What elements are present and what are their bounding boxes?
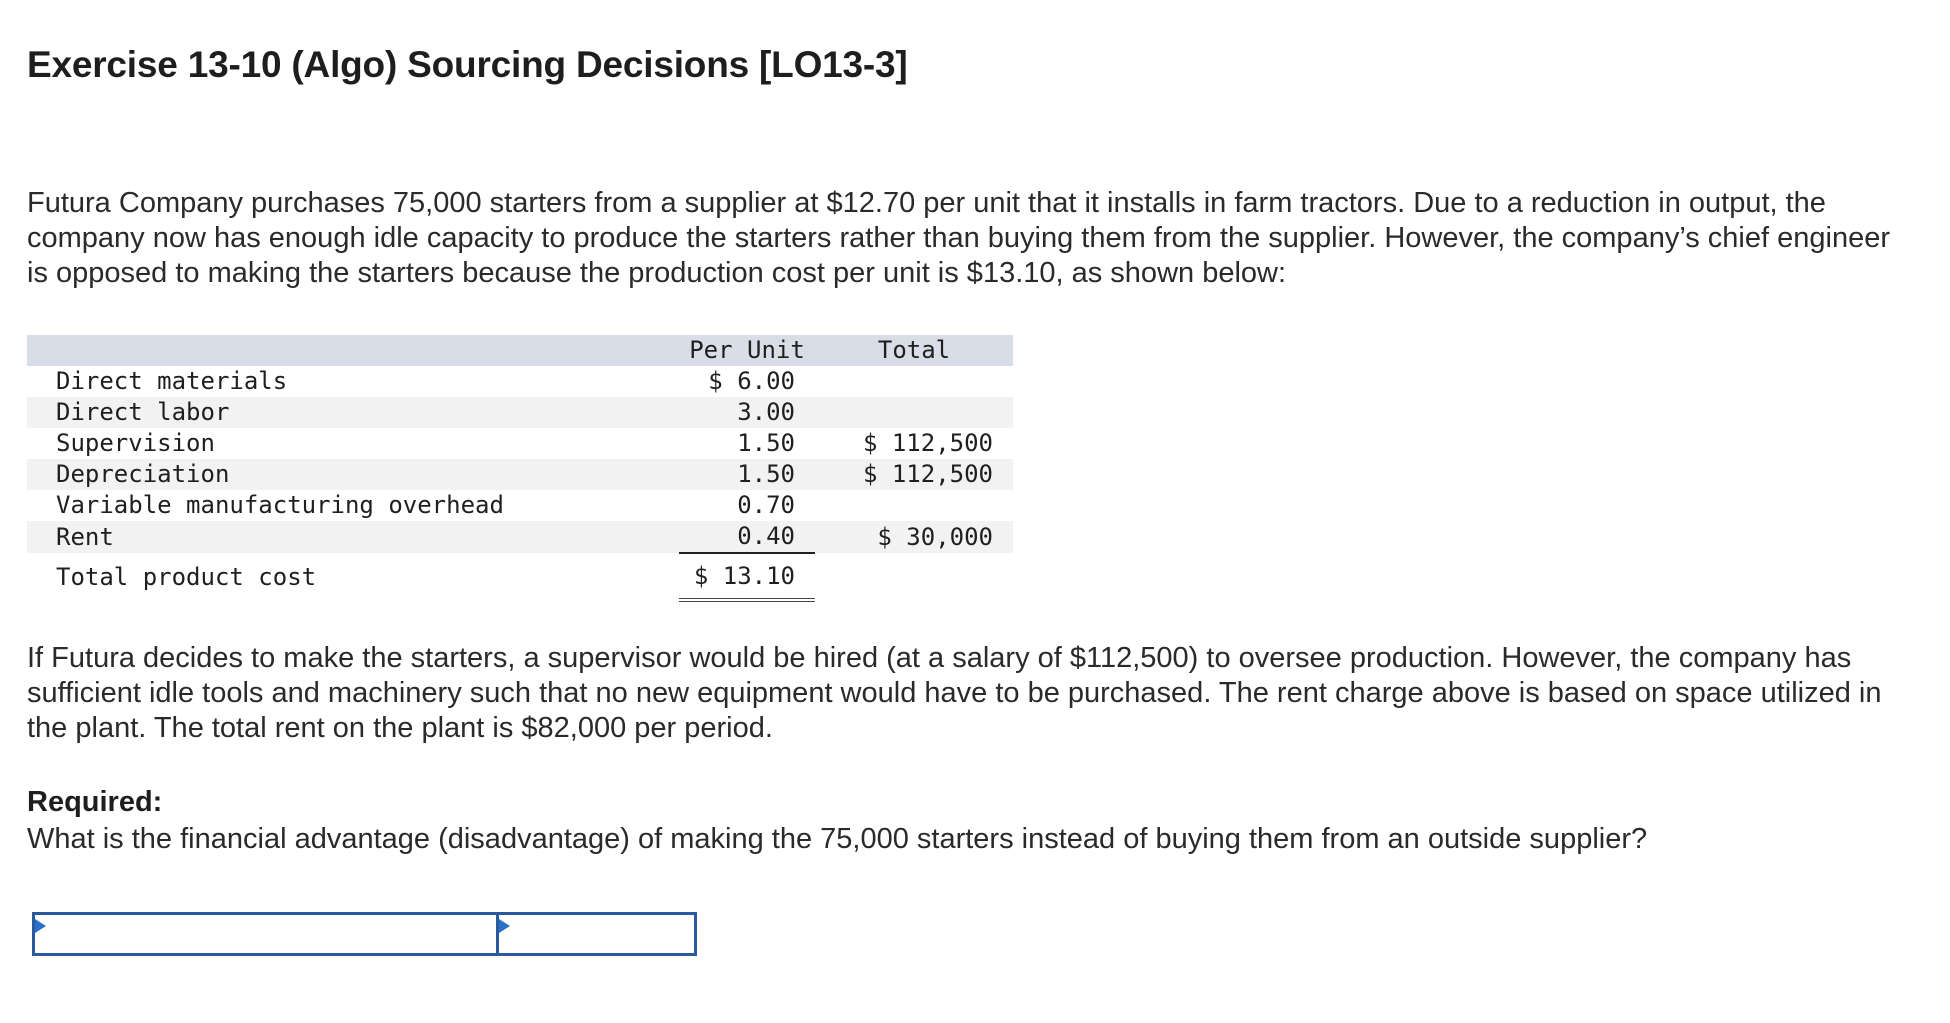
cost-table-header xyxy=(27,335,1013,366)
row-label: Depreciation xyxy=(56,460,230,488)
answer-amount-cell[interactable] xyxy=(499,915,694,953)
total-amount xyxy=(815,553,1013,600)
table-row xyxy=(27,490,1013,521)
required-label: Required: xyxy=(27,786,163,818)
table-row xyxy=(27,397,1013,428)
cost-table xyxy=(27,335,1013,602)
followup-paragraph: If Futura decides to make the starters, a supervisor would be hired (at a salary of $112,500) to oversee production. However, the company has sufficient idle tools and machinery such that no new equipment would have to be purchased. The rent charge above is based on space utilized in the plant. The total rent on the plant is $82,000 per period. xyxy=(27,642,1882,744)
row-total: $ 112,500 xyxy=(862,460,993,488)
input-marker-icon xyxy=(499,919,510,933)
answer-label-input[interactable] xyxy=(47,915,484,953)
row-label: Supervision xyxy=(56,429,215,457)
row-per-unit: $ 6.00 xyxy=(708,367,795,395)
row-per-unit: 3.00 xyxy=(737,398,795,426)
table-row xyxy=(27,459,1013,490)
row-total: $ 30,000 xyxy=(877,522,993,551)
answer-amount-input[interactable] xyxy=(511,915,682,953)
row-label: Rent xyxy=(56,522,114,551)
row-total xyxy=(815,490,1013,521)
header-per-unit: Per Unit xyxy=(689,336,805,364)
row-total xyxy=(815,366,1013,397)
header-label xyxy=(27,335,679,366)
row-per-unit: 1.50 xyxy=(737,460,795,488)
table-row xyxy=(27,428,1013,459)
question-text: What is the financial advantage (disadvantage) of making the 75,000 starters instead of buying them from an outside supplier? xyxy=(27,823,1648,855)
total-per-unit: $ 13.10 xyxy=(679,553,815,600)
row-label: Variable manufacturing overhead xyxy=(56,491,504,519)
table-row xyxy=(27,366,1013,397)
row-per-unit: 0.40 xyxy=(679,521,815,553)
answer-label-cell[interactable] xyxy=(35,915,499,953)
total-label: Total product cost xyxy=(56,562,317,591)
row-total: $ 112,500 xyxy=(862,429,993,457)
row-per-unit: 1.50 xyxy=(737,429,795,457)
intro-paragraph: Futura Company purchases 75,000 starters from a supplier at $12.70 per unit that it installs in farm tractors. Due to a reduction in output, the company now has enough idle capacity to produce the starters rather than buying them from the supplier. However, the company’s chief engineer is opposed to making the starters because the production cost per unit is $13.10, as shown below: xyxy=(27,187,1890,289)
dropdown-marker-icon xyxy=(35,919,46,933)
header-total: Total xyxy=(877,336,951,364)
page-title: Exercise 13-10 (Algo) Sourcing Decisions [LO13-3] xyxy=(27,44,908,85)
row-per-unit: 0.70 xyxy=(737,491,795,519)
row-total xyxy=(815,397,1013,428)
total-row xyxy=(27,553,1013,600)
row-label: Direct labor xyxy=(56,398,230,426)
row-label: Direct materials xyxy=(56,367,288,395)
table-row xyxy=(27,521,1013,553)
answer-row xyxy=(32,912,697,956)
